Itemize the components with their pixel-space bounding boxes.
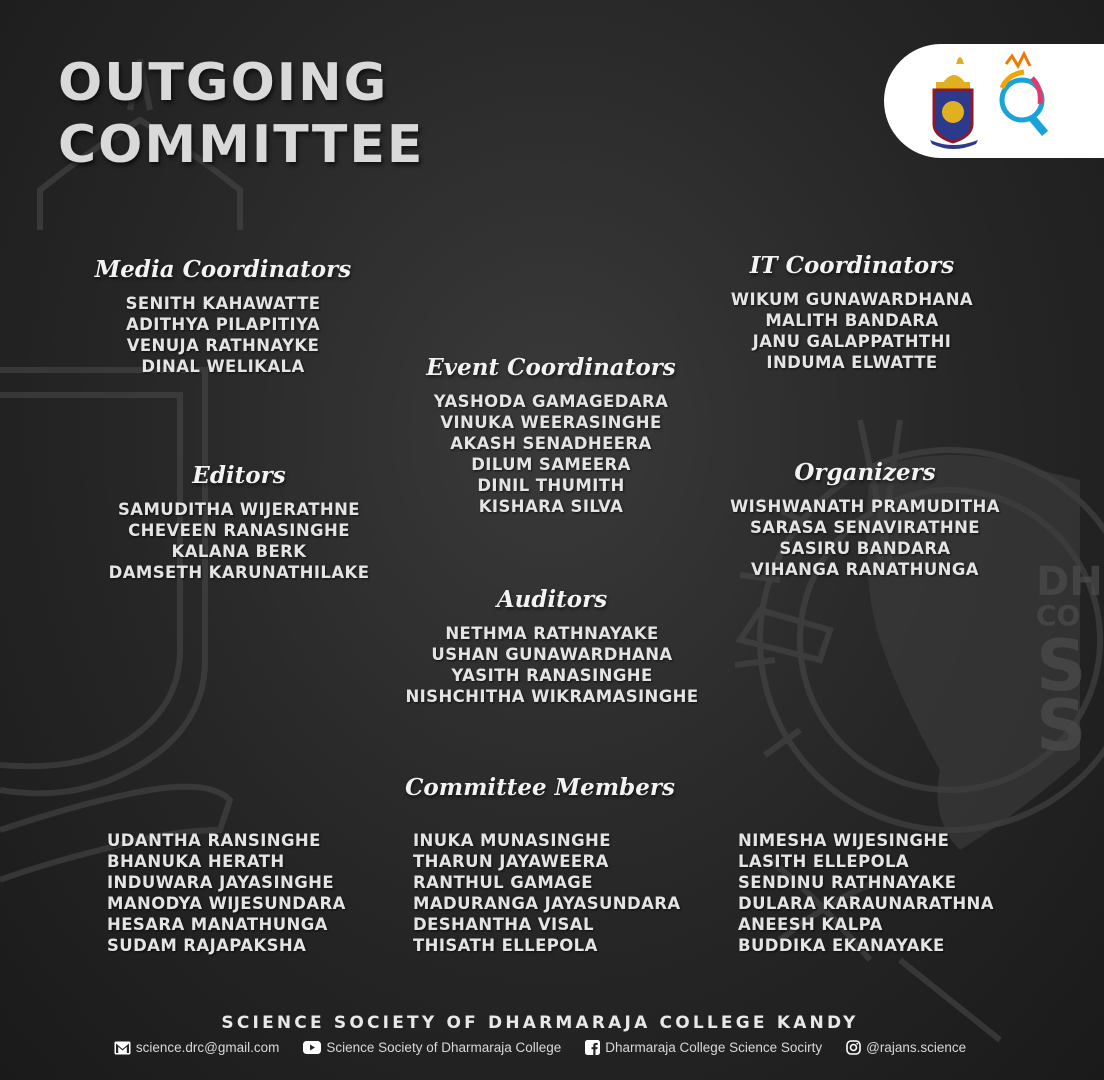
watermark-text-3: S: [1036, 625, 1087, 707]
member-name: BHANUKA HERATH: [107, 852, 285, 871]
member-name: YASHODA GAMAGEDARA: [433, 392, 669, 411]
logos: [884, 44, 1044, 158]
member-name: SASIRU BANDARA: [779, 539, 951, 558]
contact-facebook-text: Dharmaraja College Science Socirty: [605, 1040, 823, 1055]
member-name: DULARA KARAUNARATHNA: [738, 894, 994, 913]
footer-title: SCIENCE SOCIETY OF DHARMARAJA COLLEGE KANDY: [221, 1013, 859, 1033]
member-name: SARASA SENAVIRATHNE: [749, 518, 980, 537]
member-name: SENITH KAHAWATTE: [125, 294, 321, 313]
member-name: SAMUDITHA WIJERATHNE: [118, 500, 360, 519]
member-name: LASITH ELLEPOLA: [738, 852, 910, 871]
title-line-2: COMMITTEE: [58, 115, 425, 175]
contact-email-text: science.drc@gmail.com: [135, 1040, 280, 1055]
committee-members-heading: Committee Members: [405, 774, 675, 801]
contact-youtube-text: Science Society of Dharmaraja College: [326, 1040, 562, 1055]
member-name: WIKUM GUNAWARDHANA: [730, 290, 974, 309]
group-it-coordinators: [731, 252, 973, 373]
member-name: VINUKA WEERASINGHE: [440, 413, 662, 432]
member-name: HESARA MANATHUNGA: [107, 915, 328, 934]
group-heading: Organizers: [794, 459, 936, 486]
member-name: KALANA BERK: [171, 542, 307, 561]
member-name: INDUWARA JAYASINGHE: [107, 873, 335, 892]
member-name: MADURANGA JAYASUNDARA: [413, 894, 681, 913]
group-heading: Auditors: [496, 586, 608, 613]
member-name: DINIL THUMITH: [477, 476, 625, 495]
member-name: WISHWANATH PRAMUDITHA: [730, 497, 1000, 516]
watermark-text-1: DH: [1036, 559, 1103, 605]
group-event-coordinators: [426, 354, 675, 517]
member-name: NETHMA RATHNAYAKE: [445, 624, 659, 643]
contact-bar: [0, 1040, 1080, 1055]
member-name: AKASH SENADHEERA: [450, 434, 652, 453]
member-name: RANTHUL GAMAGE: [413, 873, 593, 892]
member-name: DESHANTHA VISAL: [413, 915, 594, 934]
member-name: INDUMA ELWATTE: [766, 353, 938, 372]
members-column-3: [738, 830, 994, 956]
member-name: ANEESH KALPA: [738, 915, 883, 934]
member-name: THARUN JAYAWEERA: [413, 852, 609, 871]
instagram-icon: [846, 1040, 861, 1055]
group-heading: IT Coordinators: [749, 252, 955, 279]
member-name: DINAL WELIKALA: [141, 357, 305, 376]
facebook-icon: [585, 1040, 600, 1055]
member-name: KISHARA SILVA: [478, 497, 624, 516]
contact-email[interactable]: [114, 1040, 280, 1055]
member-name: BUDDIKA EKANAYAKE: [738, 936, 945, 955]
members-column-1: [107, 830, 346, 956]
member-name: VIHANGA RANATHUNGA: [751, 560, 979, 579]
group-heading: Media Coordinators: [94, 256, 352, 283]
member-name: DILUM SAMEERA: [471, 455, 631, 474]
group-auditors: [405, 586, 698, 707]
watermark-text-2: CO: [1036, 599, 1081, 632]
contact-facebook[interactable]: [585, 1040, 822, 1055]
member-name: MANODYA WIJESUNDARA: [107, 894, 346, 913]
member-name: MALITH BANDARA: [765, 311, 939, 330]
members-column-2: [413, 830, 681, 956]
member-name: CHEVEEN RANASINGHE: [128, 521, 350, 540]
member-name: SENDINU RATHNAYAKE: [738, 873, 957, 892]
member-name: SUDAM RAJAPAKSHA: [107, 936, 307, 955]
group-editors: [109, 462, 370, 583]
watermark-text-4: S: [1036, 685, 1087, 767]
group-media-coordinators: [95, 256, 351, 377]
page-title: [58, 52, 424, 176]
youtube-icon: [303, 1041, 321, 1054]
logo-panel: [884, 44, 1104, 158]
contact-youtube[interactable]: [303, 1040, 561, 1055]
title-line-1: OUTGOING: [58, 53, 389, 113]
member-name: THISATH ELLEPOLA: [413, 936, 598, 955]
contact-instagram-text: @rajans.science: [866, 1040, 967, 1055]
member-name: INUKA MUNASINGHE: [413, 831, 611, 850]
gmail-icon: [114, 1041, 131, 1055]
member-name: VENUJA RATHNAYKE: [126, 336, 320, 355]
member-name: YASITH RANASINGHE: [451, 666, 653, 685]
member-name: NISHCHITHA WIKRAMASINGHE: [405, 687, 699, 706]
contact-instagram[interactable]: [846, 1040, 966, 1055]
science-society-logo-icon: [1002, 54, 1048, 136]
group-organizers: [730, 459, 1000, 580]
college-crest-icon: [930, 57, 978, 149]
member-name: UDANTHA RANSINGHE: [107, 831, 321, 850]
group-heading: Event Coordinators: [426, 354, 676, 381]
member-name: USHAN GUNAWARDHANA: [431, 645, 673, 664]
member-name: DAMSETH KARUNATHILAKE: [108, 563, 370, 582]
member-name: ADITHYA PILAPITIYA: [125, 315, 321, 334]
member-name: JANU GALAPPATHTHI: [752, 332, 952, 351]
member-name: NIMESHA WIJESINGHE: [738, 831, 950, 850]
group-heading: Editors: [192, 462, 286, 489]
